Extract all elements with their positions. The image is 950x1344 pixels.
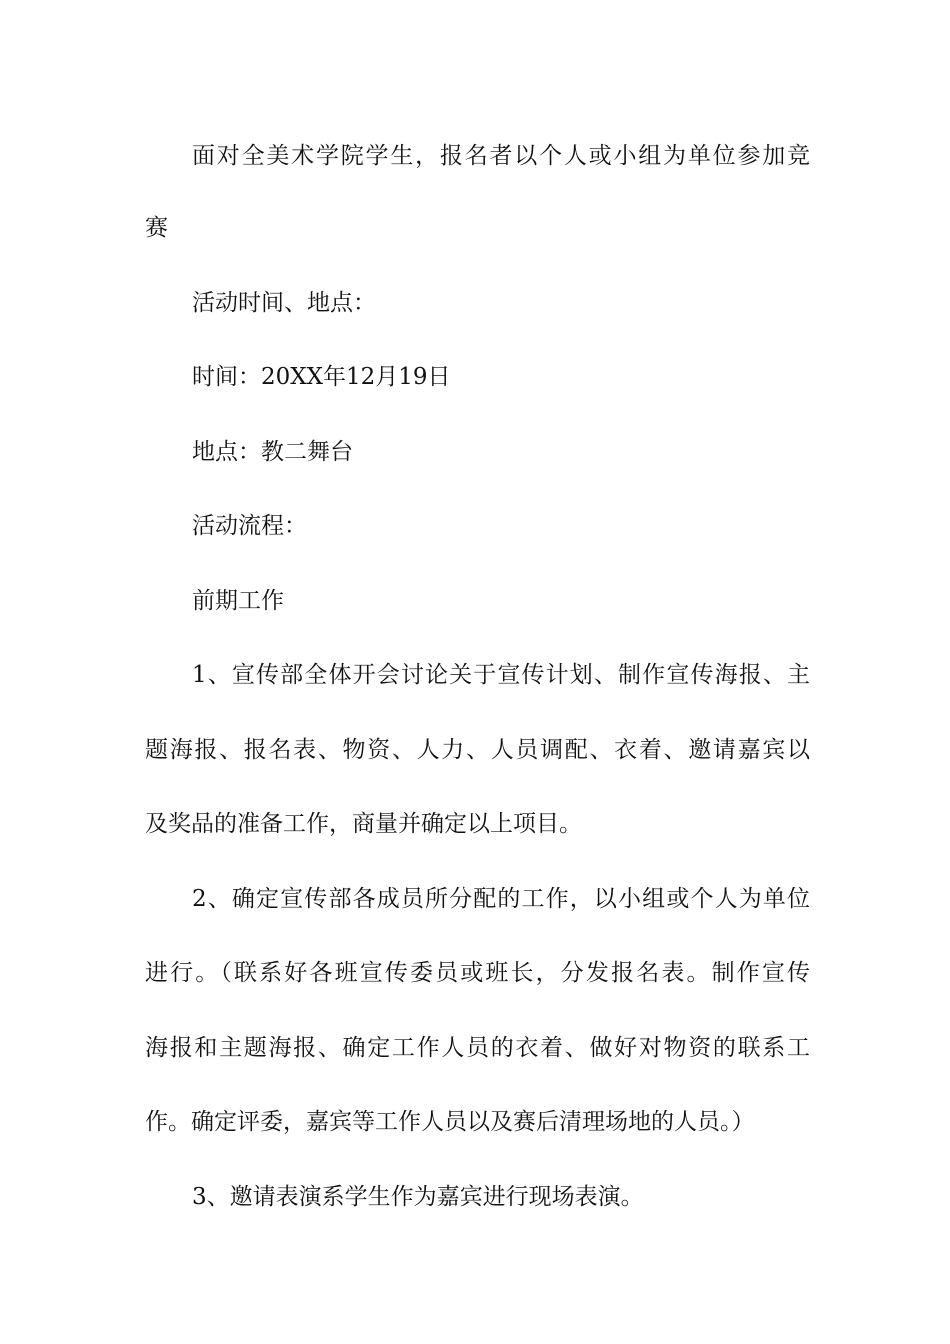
paragraph-participants-line-1: 面对全美术学院学生，报名者以个人或小组为单位参加竞 bbox=[192, 143, 810, 169]
item-2-line-1: 2、确定宣传部各成员所分配的工作，以小组或个人为单位 bbox=[192, 886, 810, 912]
item-1-line-3: 及奖品的准备工作，商量并确定以上项目。 bbox=[145, 811, 582, 837]
paragraph-participants-line-2: 赛 bbox=[145, 215, 168, 241]
activity-time: 时间：20XX年12月19日 bbox=[192, 364, 451, 390]
item-2-line-3: 海报和主题海报、确定工作人员的衣着、做好对物资的联系工 bbox=[145, 1035, 810, 1061]
heading-time-location: 活动时间、地点： bbox=[192, 290, 376, 316]
heading-activity-process: 活动流程： bbox=[192, 513, 307, 539]
item-3-line-1: 3、邀请表演系学生作为嘉宾进行现场表演。 bbox=[192, 1184, 644, 1210]
item-2-line-2: 进行。（联系好各班宣传委员或班长，分发报名表。制作宣传 bbox=[145, 960, 810, 986]
item-1-line-1: 1、宣传部全体开会讨论关于宣传计划、制作宣传海报、主 bbox=[192, 662, 810, 688]
item-1-line-2: 题海报、报名表、物资、人力、人员调配、衣着、邀请嘉宾以 bbox=[145, 737, 810, 763]
item-2-line-4: 作。确定评委，嘉宾等工作人员以及赛后清理场地的人员。） bbox=[145, 1109, 755, 1135]
activity-location: 地点：教二舞台 bbox=[192, 439, 353, 465]
heading-preliminary-work: 前期工作 bbox=[192, 588, 284, 614]
